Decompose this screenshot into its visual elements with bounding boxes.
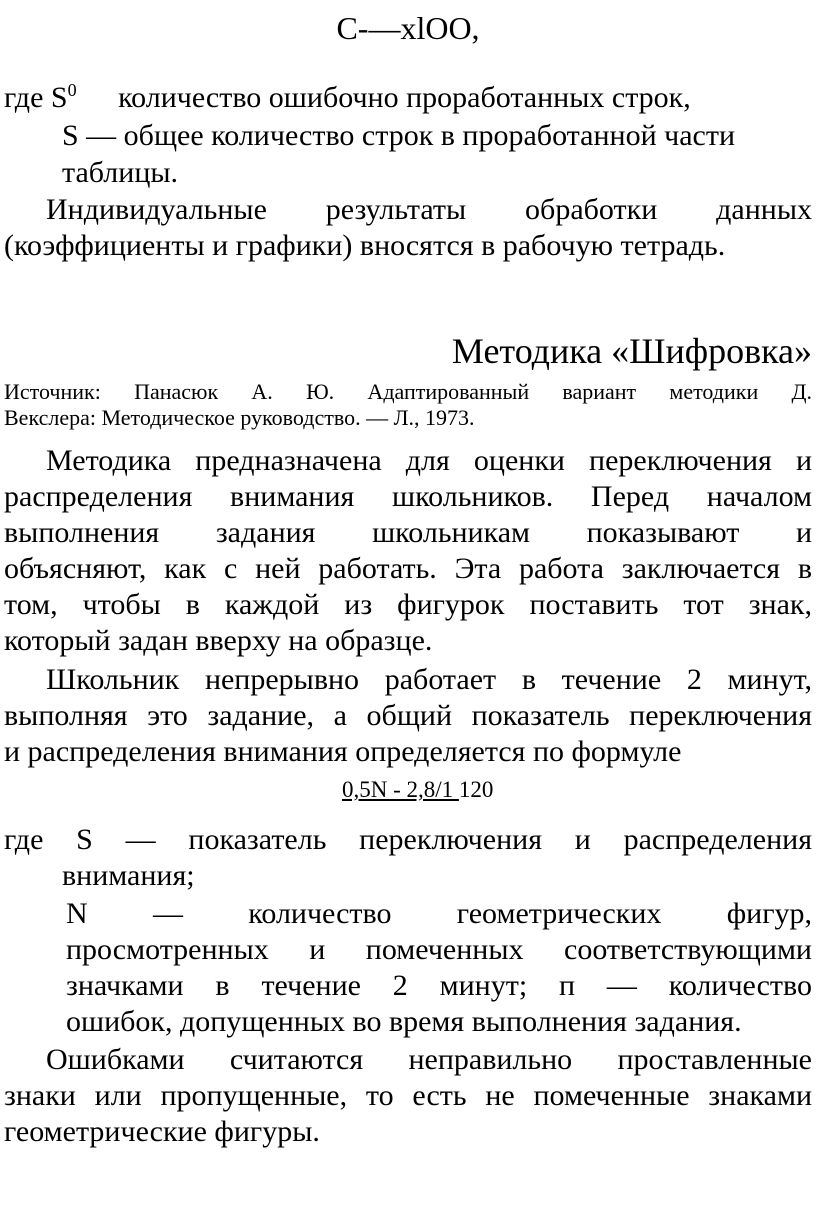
- paragraph-1-line-1: Индивидуальные результаты обработки данных: [46, 193, 812, 226]
- legend-line-3: N — количество геометрических фигур,: [66, 897, 812, 930]
- paragraph-2-line-3: выполнения задания школьникам показывают и: [4, 516, 812, 549]
- section-title: Методика «Шифровка»: [451, 331, 812, 371]
- paragraph-2-line-2: распределения внимания школьников. Перед началом: [4, 480, 812, 513]
- paragraph-4-line-1: Ошибками считаются неправильно проставленные: [46, 1043, 812, 1076]
- paragraph-4-line-2: знаки или пропущенные, то есть не помеченные знаками: [4, 1079, 812, 1112]
- paragraph-4-line-3: геометрические фигуры.: [4, 1115, 320, 1148]
- legend-line-4: просмотренных и помеченных соответствующими: [66, 933, 812, 966]
- legend-line-6: ошибок, допущенных во время выполнения задания.: [66, 1005, 742, 1038]
- paragraph-3-line-1: Школьник непрерывно работает в течение 2 минут,: [46, 663, 812, 696]
- source-line-2: Векслера: Методическое руководство. — Л., 1973.: [4, 405, 475, 430]
- paragraph-3-line-3: и распределения внимания определяется по формуле: [4, 735, 682, 768]
- paragraph-2-line-6: который задан вверху на образце.: [4, 624, 433, 657]
- paragraph-2-line-1: Методика предназначена для оценки переключения и: [46, 444, 812, 477]
- paragraph-2-line-4: объясняют, как с ней работать. Эта работа заключается в: [4, 552, 812, 585]
- where-s-line-1: S — общее количество строк в проработанной части: [62, 119, 736, 152]
- where-s0-line: [4, 80, 691, 116]
- paragraph-1-line-2: (коэффициенты и графики) вносятся в рабочую тетрадь.: [4, 229, 726, 262]
- paragraph-3-line-2: выполняя это задание, а общий показатель переключения: [4, 699, 812, 732]
- formula-numerator: 0,5N - 2,8/1: [342, 777, 459, 802]
- formula-multiplier: 120: [458, 777, 494, 802]
- legend-line-5: значками в течение 2 минут; п — количество: [66, 969, 812, 1002]
- formula-line: [342, 776, 493, 804]
- source-line-1: Источник: Панасюк А. Ю. Адаптированный вариант методики Д.: [4, 379, 812, 404]
- legend-line-1: где S — показатель переключения и распределения: [4, 823, 812, 856]
- paragraph-2-line-5: том, чтобы в каждой из фигурок поставить тот знак,: [4, 588, 812, 621]
- top-formula: С-—xlOO,: [336, 10, 480, 46]
- where-s0-text: количество ошибочно проработанных строк,: [118, 81, 691, 114]
- where-s0-prefix: где S: [4, 81, 68, 114]
- superscript-zero: 0: [67, 80, 77, 100]
- where-s-line-2: таблицы.: [62, 156, 179, 189]
- legend-line-2: внимания;: [62, 859, 195, 892]
